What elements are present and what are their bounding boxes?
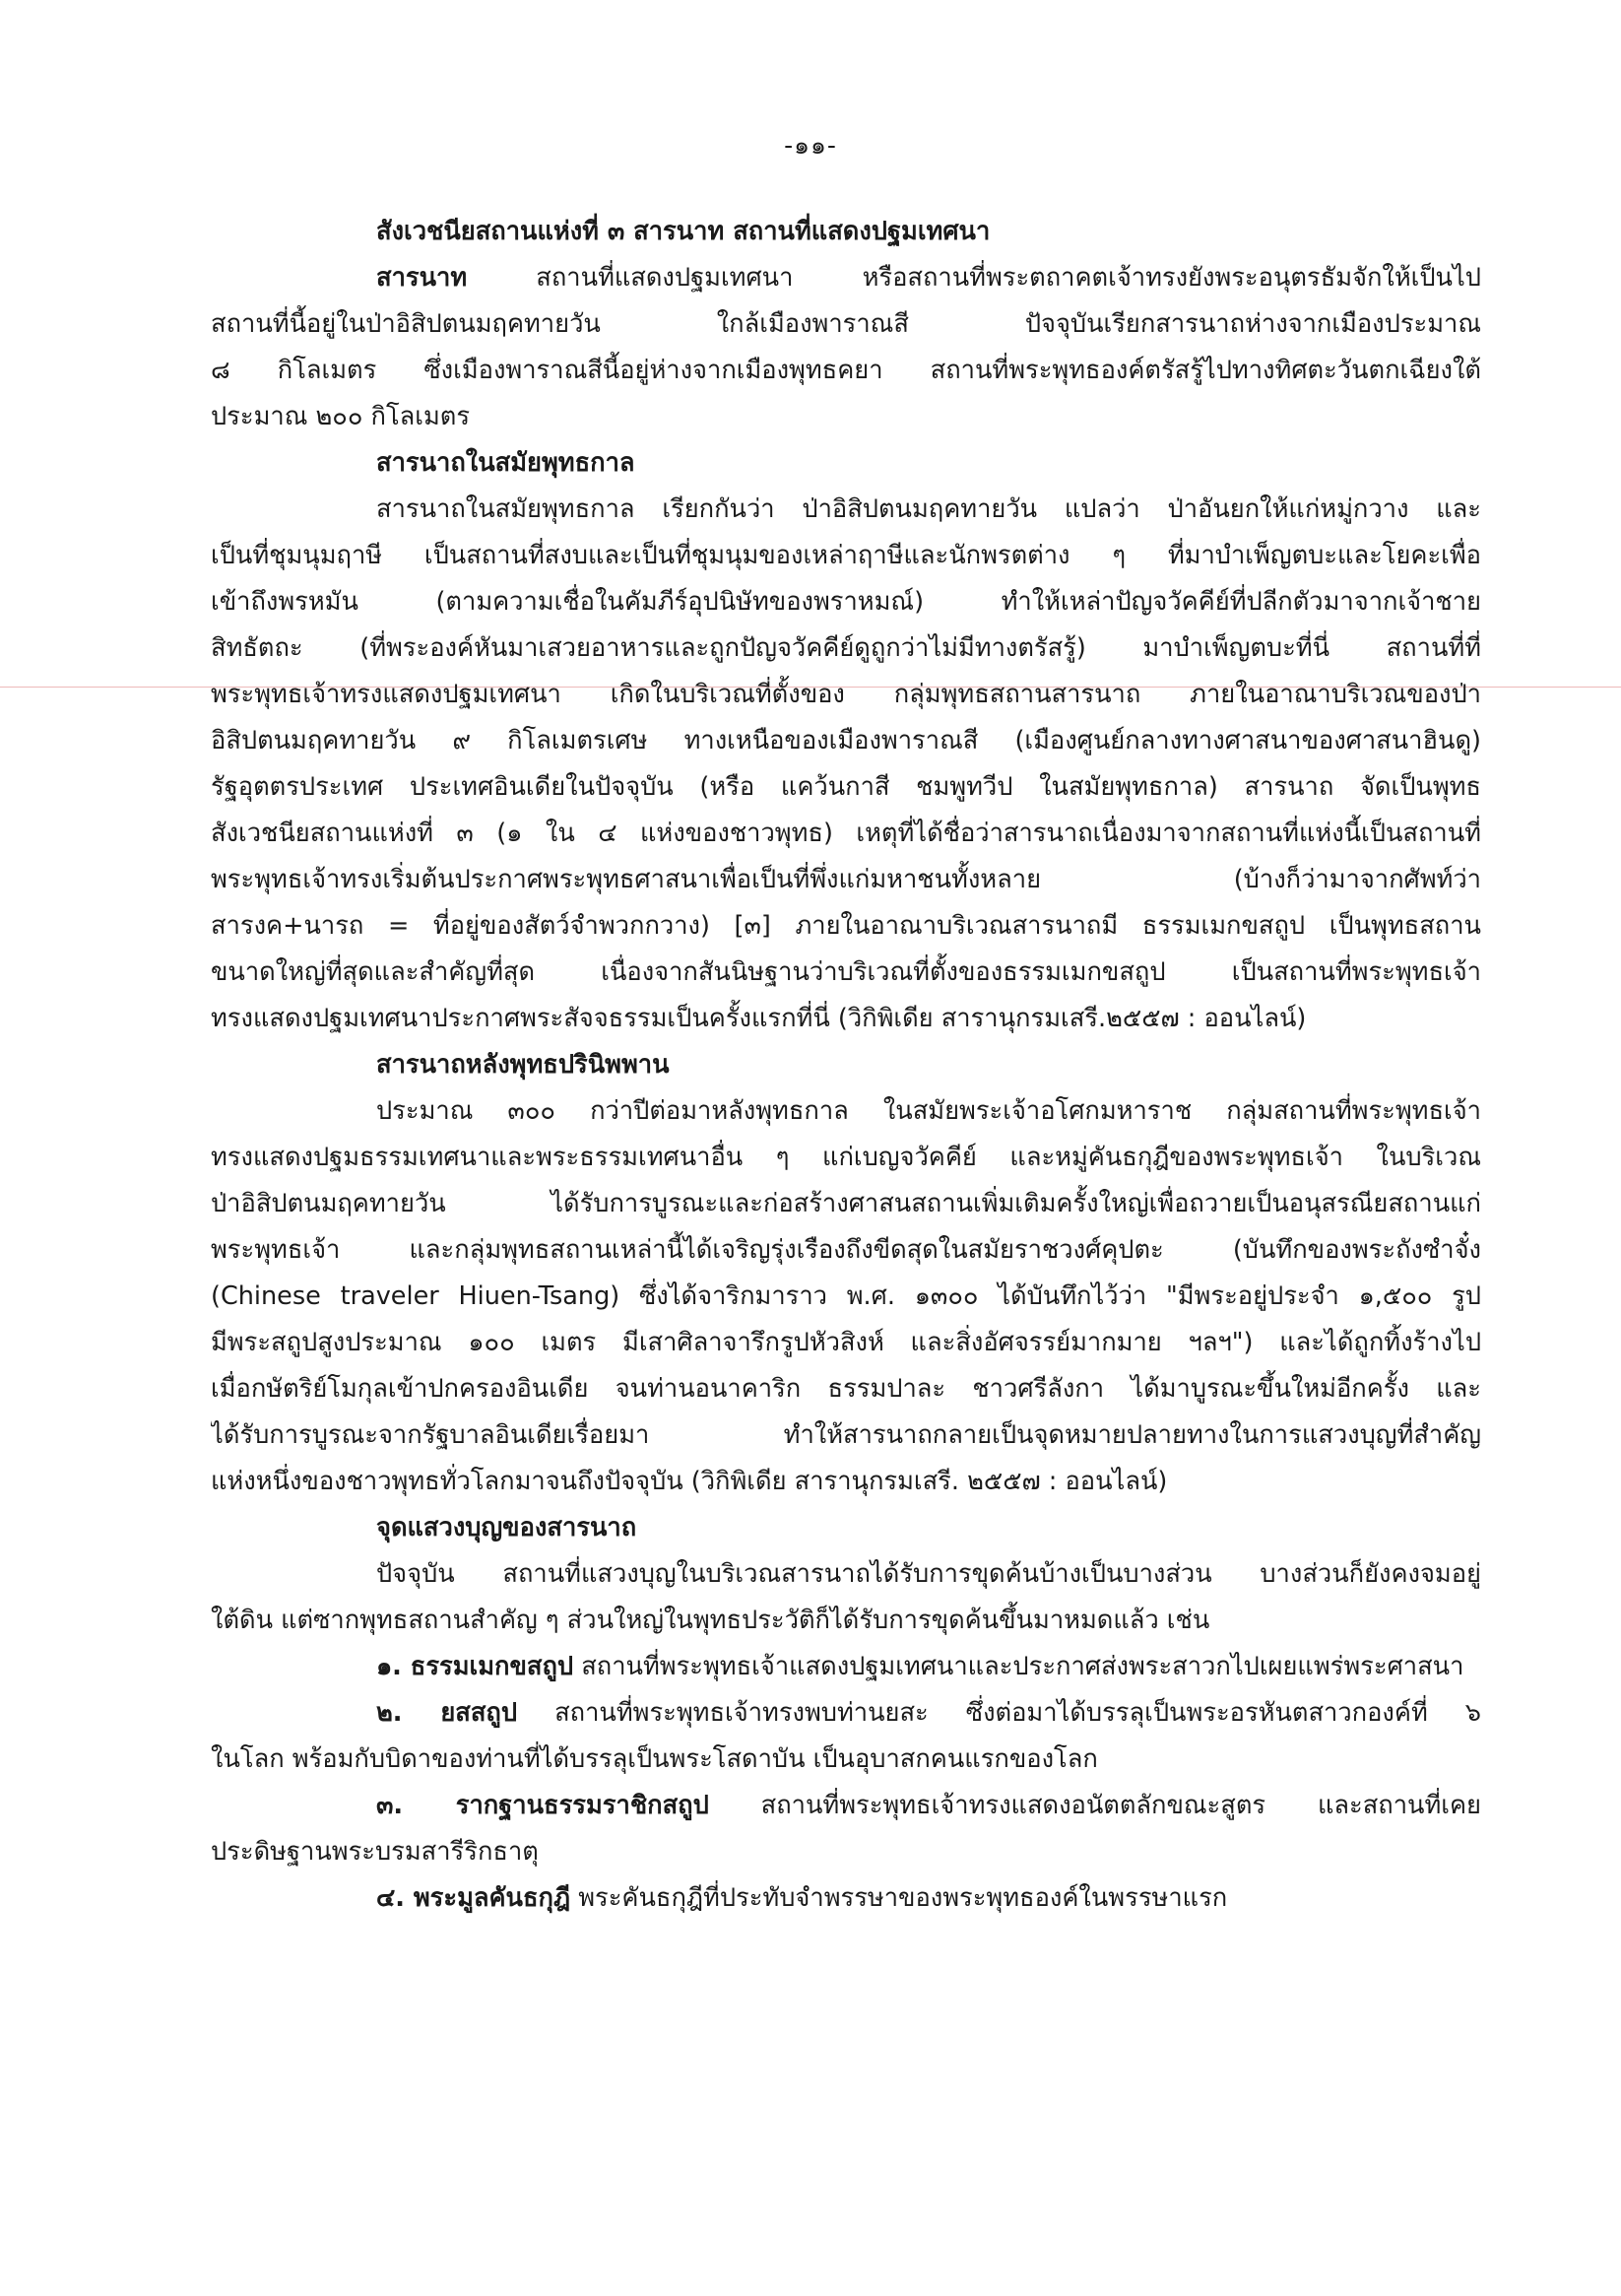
paragraph-line: รัฐอุตตรประเทศ ประเทศอินเดียในปัจจุบัน (หรือ แคว้นกาสี ชมพูทวีป ในสมัยพุทธกาล) สารนาถ จัดเป็นพุทธ bbox=[211, 772, 1481, 802]
paragraph-line: เมื่อกษัตริย์โมกุลเข้าปกครองอินเดีย จนท่านอนาคาริก ธรรมปาละ ชาวศรีลังกา ได้มาบูรณะขึ้นใหม่อีกครั้ง และ bbox=[211, 1374, 1481, 1404]
list-item: ๑. ธรรมเมกขสถูป สถานที่พระพุทธเจ้าแสดงปฐมเทศนาและประกาศส่งพระสาวกไปเผยแพร่พระศาสนา bbox=[376, 1652, 1464, 1681]
paragraph-line: พระพุทธเจ้าทรงแสดงปฐมเทศนา เกิดในบริเวณที่ตั้งของ กลุ่มพุทธสถานสารนาถ ภายในอาณาบริเวณของป่า bbox=[211, 680, 1481, 709]
paragraph-line: อิสิปตนมฤคทายวัน ๙ กิโลเมตรเศษ ทางเหนือของเมืองพาราณสี (เมืองศูนย์กลางทางศาสนาของศาสนาฮินดู) bbox=[211, 726, 1481, 755]
paragraph-line: (Chinese traveler Hiuen-Tsang) ซึ่งได้จาริกมาราว พ.ศ. ๑๓๐๐ ได้บันทึกไว้ว่า "มีพระอยู่ประจำ ๑,๕๐๐ รูป bbox=[211, 1281, 1481, 1311]
list-item-continuation: ในโลก พร้อมกับบิดาของท่านที่ได้บรรลุเป็นพระโสดาบัน เป็นอุบาสกคนแรกของโลก bbox=[211, 1744, 1098, 1774]
paragraph-line: สถานที่นี้อยู่ในป่าอิสิปตนมฤคทายวัน ใกล้เมืองพาราณสี ปัจจุบันเรียกสารนาถห่างจากเมืองประมาณ bbox=[211, 309, 1481, 339]
section-heading-pilgrimage-sites: จุดแสวงบุญของสารนาถ bbox=[376, 1513, 637, 1542]
paragraph-line: สารนาท สถานที่แสดงปฐมเทศนา หรือสถานที่พระตถาคตเจ้าทรงยังพระอนุตรธัมจักให้เป็นไป bbox=[376, 263, 1481, 293]
paragraph-line: ทรงแสดงปฐมธรรมเทศนาและพระธรรมเทศนาอื่น ๆ แก่เบญจวัคคีย์ และหมู่คันธกุฎีของพระพุทธเจ้า ในบริเวณ bbox=[211, 1143, 1481, 1172]
list-item: ๔. พระมูลคันธกุฎี พระคันธกุฎีที่ประทับจำพรรษาของพระพุทธองค์ในพรรษาแรก bbox=[376, 1883, 1228, 1913]
section-heading-after-parinibbana: สารนาถหลังพุทธปรินิพพาน bbox=[376, 1050, 670, 1080]
paragraph-line: ประมาณ ๒๐๐ กิโลเมตร bbox=[211, 402, 471, 431]
list-item: ๓. รากฐานธรรมราชิกสถูป สถานที่พระพุทธเจ้าทรงแสดงอนัตตลักขณะสูตร และสถานที่เคย bbox=[376, 1791, 1481, 1820]
page-number: -๑๑- bbox=[784, 131, 837, 160]
document-body bbox=[211, 209, 1481, 1922]
paragraph-line: แห่งหนึ่งของชาวพุทธทั่วโลกมาจนถึงปัจจุบัน (วิกิพิเดีย สารานุกรมเสรี. ๒๕๕๗ : ออนไลน์) bbox=[211, 1467, 1168, 1496]
paragraph-line: สิทธัตถะ (ที่พระองค์หันมาเสวยอาหารและถูกปัญจวัคคีย์ดูถูกว่าไม่มีทางตรัสรู้) มาบำเพ็ญตบะที่นี่ สถานที่ที่ bbox=[211, 633, 1481, 663]
paragraph-line: ใต้ดิน แต่ซากพุทธสถานสำคัญ ๆ ส่วนใหญ่ในพุทธประวัติก็ได้รับการขุดค้นขึ้นมาหมดแล้ว เช่น bbox=[211, 1606, 1210, 1635]
bold-term: สารนาท bbox=[376, 263, 468, 293]
paragraph-line: ประมาณ ๓๐๐ กว่าปีต่อมาหลังพุทธกาล ในสมัยพระเจ้าอโศกมหาราช กลุ่มสถานที่พระพุทธเจ้า bbox=[376, 1096, 1481, 1126]
section-heading-buddha-era: สารนาถในสมัยพุทธกาล bbox=[376, 448, 635, 478]
paragraph-line: สารงค+นารถ = ที่อยู่ของสัตว์จำพวกกวาง) [๓] ภายในอาณาบริเวณสารนาถมี ธรรมเมกขสถูป เป็นพุทธสถาน bbox=[211, 911, 1481, 941]
paragraph-line: สังเวชนียสถานแห่งที่ ๓ (๑ ใน ๔ แห่งของชาวพุทธ) เหตุที่ได้ชื่อว่าสารนาถเนื่องมาจากสถานที่แห่งนี้เป็นสถานที่ bbox=[211, 819, 1481, 848]
list-item: ๒. ยสสถูป สถานที่พระพุทธเจ้าทรงพบท่านยสะ ซึ่งต่อมาได้บรรลุเป็นพระอรหันตสาวกองค์ที่ ๖ bbox=[376, 1698, 1481, 1728]
paragraph-line: พระพุทธเจ้า และกลุ่มพุทธสถานเหล่านี้ได้เจริญรุ่งเรืองถึงขีดสุดในสมัยราชวงศ์คุปตะ (บันทึกของพระถังซำจั๋ง bbox=[211, 1235, 1481, 1265]
paragraph-line: มีพระสถูปสูงประมาณ ๑๐๐ เมตร มีเสาศิลาจารึกรูปหัวสิงห์ และสิ่งอัศจรรย์มากมาย ฯลฯ") และได้ถูกทิ้งร้างไป bbox=[211, 1328, 1481, 1357]
section-heading-sarnath: สังเวชนียสถานแห่งที่ ๓ สารนาท สถานที่แสดงปฐมเทศนา bbox=[376, 217, 991, 246]
paragraph-line: เข้าถึงพรหมัน (ตามความเชื่อในคัมภีร์อุปนิษัทของพราหมณ์) ทำให้เหล่าปัญจวัคคีย์ที่ปลีกตัวมาจากเจ้าชาย bbox=[211, 587, 1481, 617]
list-item-title: ๓. รากฐานธรรมราชิกสถูป bbox=[376, 1791, 709, 1820]
paragraph-line: ทรงแสดงปฐมเทศนาประกาศพระสัจจธรรมเป็นครั้งแรกที่นี่ (วิกิพิเดีย สารานุกรมเสรี.๒๕๕๗ : ออนไลน์) bbox=[211, 1004, 1307, 1033]
paragraph-line: ป่าอิสิปตนมฤคทายวัน ได้รับการบูรณะและก่อสร้างศาสนสถานเพิ่มเติมครั้งใหญ่เพื่อถวายเป็นอนุสรณียสถานแก่ bbox=[211, 1189, 1481, 1218]
list-item-title: ๒. ยสสถูป bbox=[376, 1698, 518, 1728]
paragraph-line: เป็นที่ชุมนุมฤาษี เป็นสถานที่สงบและเป็นที่ชุมนุมของเหล่าฤาษีและนักพรตต่าง ๆ ที่มาบำเพ็ญตบะและโยคะเพื่อ bbox=[211, 541, 1481, 570]
list-item-title: ๑. ธรรมเมกขสถูป bbox=[376, 1652, 574, 1681]
paragraph-line: พระพุทธเจ้าทรงเริ่มต้นประกาศพระพุทธศาสนาเพื่อเป็นที่พึ่งแก่มหาชนทั้งหลาย (บ้างก็ว่ามาจากศัพท์ว่า bbox=[211, 865, 1481, 894]
paragraph-line: สารนาถในสมัยพุทธกาล เรียกกันว่า ป่าอิสิปตนมฤคทายวัน แปลว่า ป่าอันยกให้แก่หมู่กวาง และ bbox=[376, 494, 1481, 524]
paragraph-line: ได้รับการบูรณะจากรัฐบาลอินเดียเรื่อยมา ทำให้สารนาถกลายเป็นจุดหมายปลายทางในการแสวงบุญที่สำคัญ bbox=[211, 1420, 1481, 1450]
list-item-title: ๔. พระมูลคันธกุฎี bbox=[376, 1883, 571, 1913]
paragraph-line: ๘ กิโลเมตร ซึ่งเมืองพาราณสีนี้อยู่ห่างจากเมืองพุทธคยา สถานที่พระพุทธองค์ตรัสรู้ไปทางทิศตะวันตกเฉียงใต้ bbox=[211, 356, 1481, 385]
paragraph-line: ขนาดใหญ่ที่สุดและสำคัญที่สุด เนื่องจากสันนิษฐานว่าบริเวณที่ตั้งของธรรมเมกขสถูป เป็นสถานที่พระพุทธเจ้า bbox=[211, 957, 1481, 987]
paragraph-line: ปัจจุบัน สถานที่แสวงบุญในบริเวณสารนาถได้รับการขุดค้นบ้างเป็นบางส่วน บางส่วนก็ยังคงจมอยู่ bbox=[376, 1559, 1481, 1589]
list-item-continuation: ประดิษฐานพระบรมสารีริกธาตุ bbox=[211, 1837, 539, 1867]
